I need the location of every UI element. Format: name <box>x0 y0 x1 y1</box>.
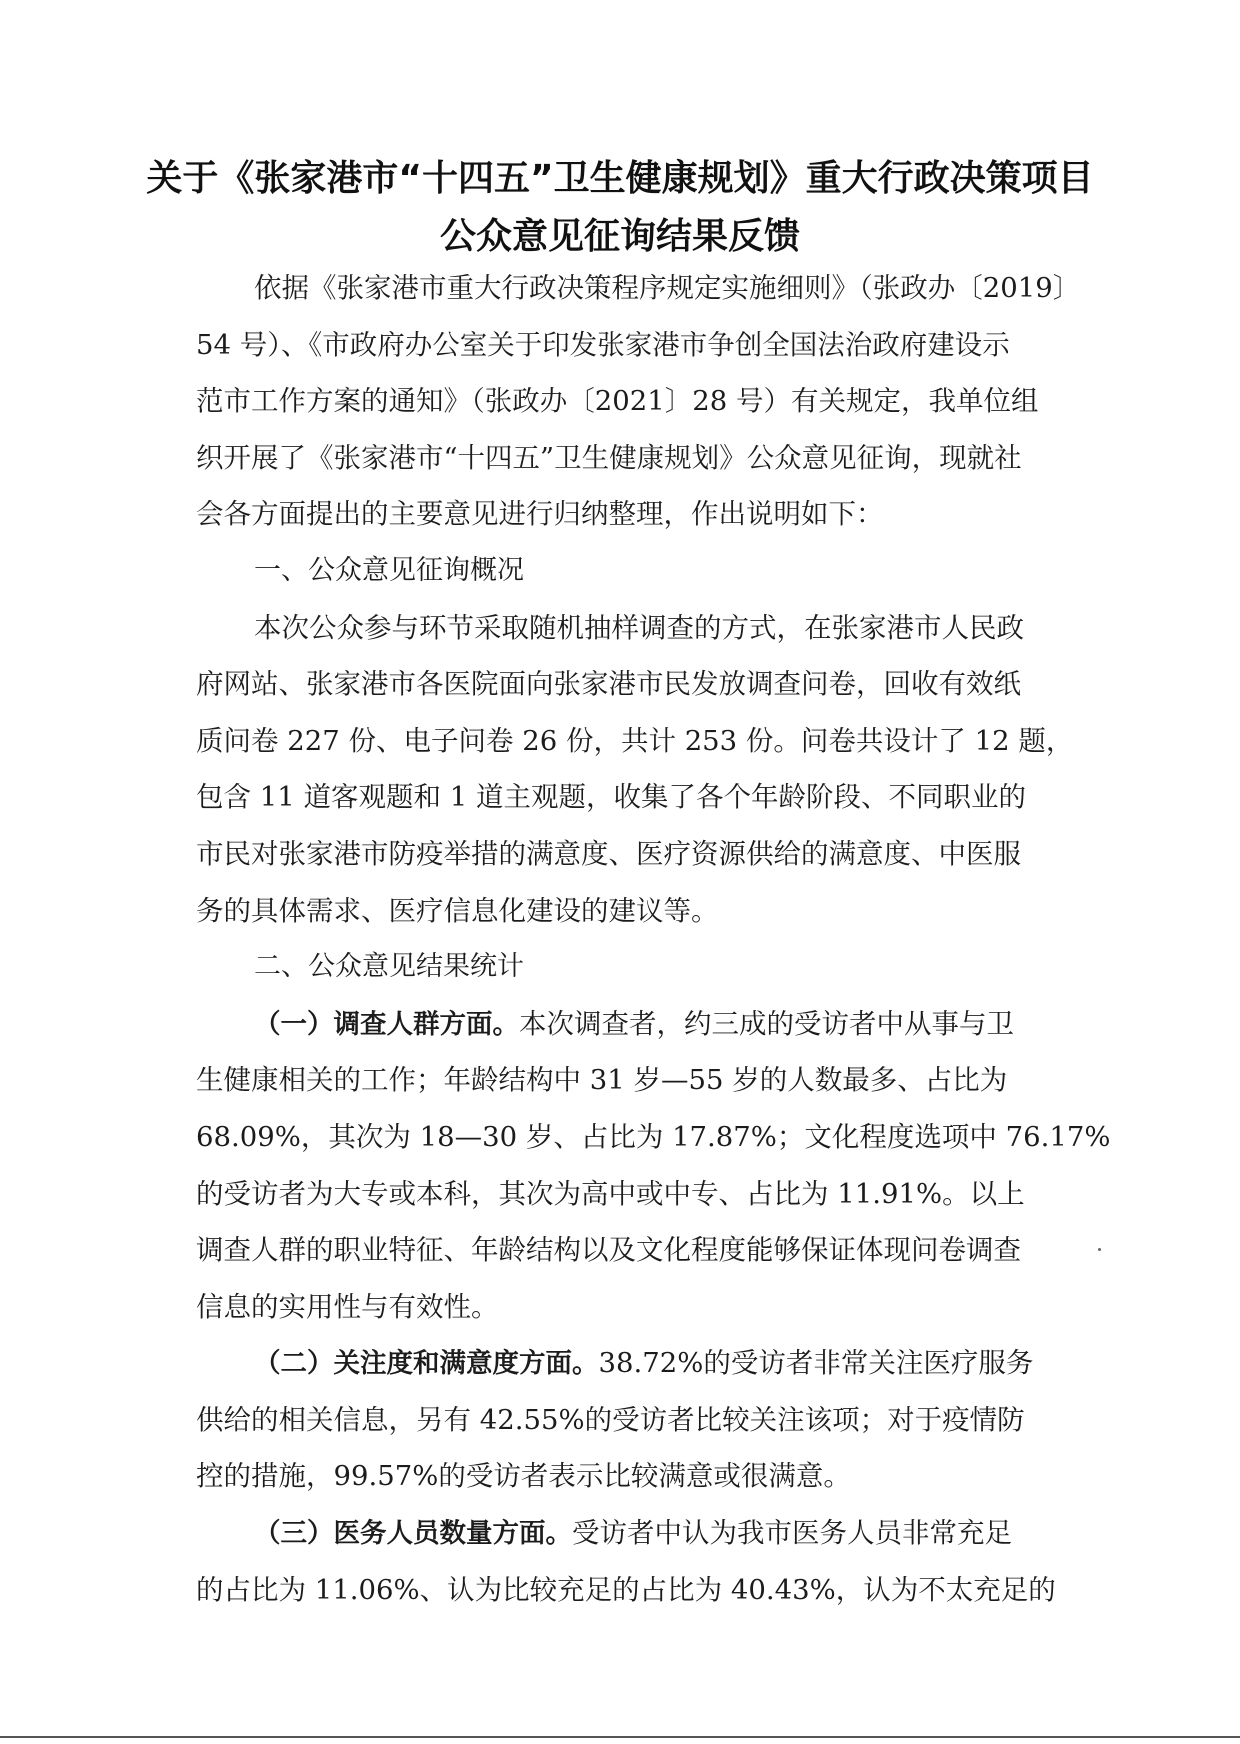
paragraph-overview-line: 包含 11 道客观题和 1 道主观题，收集了各个年龄阶段、不同职业的 <box>196 781 1026 814</box>
paragraph-survey-group-line: 生健康相关的工作；年龄结构中 31 岁—55 岁的人数最多、占比为 <box>196 1064 1008 1097</box>
scan-edge-line <box>0 1736 1240 1738</box>
paragraph-survey-group-line <box>196 996 1066 1053</box>
paragraph-intro-line: 会各方面提出的主要意见进行归纳整理，作出说明如下： <box>196 498 884 531</box>
paragraph-survey-group-line: 的受访者为大专或本科，其次为高中或中专、占比为 11.91%。以上 <box>196 1177 1025 1210</box>
paragraph-overview-line: 务的具体需求、医疗信息化建设的建议等。 <box>196 894 719 927</box>
paragraph-intro-line: 范市工作方案的通知》（张政办〔2021〕28 号）有关规定，我单位组 <box>196 385 1039 418</box>
paragraph-overview-line: 市民对张家港市防疫举措的满意度、医疗资源供给的满意度、中医服 <box>196 837 1021 870</box>
paragraph-survey-group-line: 68.09%，其次为 18—30 岁、占比为 17.87%；文化程度选项中 76.17% <box>196 1120 1111 1153</box>
paragraph-attention-line: 控的措施，99.57%的受访者表示比较满意或很满意。 <box>196 1460 851 1493</box>
document-title-line-1: 关于《张家港市“十四五”卫生健康规划》重大行政决策项目 <box>146 158 1094 199</box>
paragraph-attention-line <box>196 1335 1066 1392</box>
paragraph-overview-line: 质问卷 227 份、电子问卷 26 份，共计 253 份。问卷共设计了 12 题， <box>196 724 1074 757</box>
document-body <box>196 260 1111 1618</box>
paragraph-overview-line: 府网站、张家港市各医院面向张家港市民发放调查问卷，回收有效纸 <box>196 668 1021 701</box>
subsection-lead-1: （一）调查人群方面。 <box>254 1008 519 1040</box>
paragraph-intro-line: 织开展了《张家港市“十四五”卫生健康规划》公众意见征询，现就社 <box>196 441 1022 474</box>
paragraph-intro-line: 54 号）、《市政府办公室关于印发张家港市争创全国法治政府建设示 <box>196 328 1010 361</box>
paragraph-staff-line <box>196 1505 1066 1562</box>
document-title-line-2: 公众意见征询结果反馈 <box>439 216 800 257</box>
subsection-text: 本次调查者，约三成的受访者中从事与卫 <box>519 1007 1014 1040</box>
subsection-text: 受访者中认为我市医务人员非常充足 <box>572 1517 1012 1550</box>
section-heading-2: 二、公众意见结果统计 <box>254 951 524 983</box>
subsection-lead-3: （三）医务人员数量方面。 <box>254 1518 572 1550</box>
paragraph-overview-line: 本次公众参与环节采取随机抽样调查的方式，在张家港市人民政 <box>254 611 1024 644</box>
scan-speck <box>1098 1248 1101 1251</box>
subsection-text: 38.72%的受访者非常关注医疗服务 <box>598 1347 1034 1380</box>
paragraph-attention-line: 供给的相关信息，另有 42.55%的受访者比较关注该项；对于疫情防 <box>196 1403 1025 1436</box>
paragraph-intro-line: 依据《张家港市重大行政决策程序规定实施细则》（张政办〔2019〕 <box>254 272 1081 304</box>
paragraph-staff-line: 的占比为 11.06%、认为比较充足的占比为 40.43%，认为不太充足的 <box>196 1573 1056 1606</box>
paragraph-survey-group-line: 调查人群的职业特征、年龄结构以及文化程度能够保证体现问卷调查 <box>196 1234 1021 1267</box>
section-heading-1: 一、公众意见征询概况 <box>254 554 524 586</box>
paragraph-survey-group-line: 信息的实用性与有效性。 <box>196 1290 499 1323</box>
subsection-lead-2: （二）关注度和满意度方面。 <box>254 1348 599 1380</box>
